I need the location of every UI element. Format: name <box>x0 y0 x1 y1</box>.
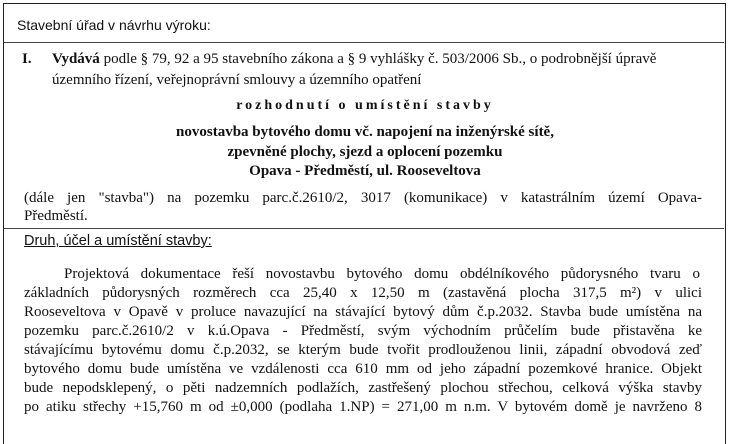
body-line-3: Rooseveltova v Opavě v proluce navazující na stávající bytový dům č.p.2032. Stavba bude umístěna na <box>24 304 702 320</box>
body-line-7: bude nepodsklepený, o pěti nadzemních podlažích, zastřešený plochou střechou, celková výška stavby <box>24 380 702 396</box>
body-line-8: po atiku střechy +15,760 m od ±0,000 (podlaha 1.NP) = 271,00 m n.m. V bytovém domě je navrženo 8 <box>24 399 702 415</box>
decision-line-2: územního řízení, veřejnoprávní smlouvy a územního opatření <box>52 72 422 88</box>
project-location: Opava - Předměstí, ul. Rooseveltova <box>249 163 481 179</box>
section-heading: Druh, účel a umístění stavby: <box>24 233 212 249</box>
separator-mid <box>4 228 724 229</box>
stavba-line-1: (dále jen "stavba") na pozemku parc.č.2610/2, 3017 (komunikace) v katastrálním území Opava- <box>24 190 702 206</box>
section-number: I. <box>22 51 32 67</box>
project-line-1: novostavba bytového domu vč. napojení na inženýrské sítě, <box>176 124 554 140</box>
stavba-line-2: Předměstí. <box>24 208 88 224</box>
body-line-5: stávajícímu bytovému domu č.p.2032, se kterým bude tvořit prodlouženou linii, západní obvodová zeď <box>24 342 702 358</box>
body-line-4: pozemku parc.č.2610/2 v k.ú.Opava - Předměstí, svým východním průčelím bude přistavěna ke <box>24 323 702 339</box>
decision-text-1: podle § 79, 92 a 95 stavebního zákona a § 9 vyhlášky č. 503/2006 Sb., o podrobnější úpravě <box>99 51 657 67</box>
intro-line: Stavební úřad v návrhu výroku: <box>17 17 211 33</box>
body-line-2: základních půdorysných rozměrech cca 25,40 x 12,50 m (zastavěná plocha 317,5 m²) v ulici <box>24 285 702 301</box>
decision-line-1 <box>52 51 656 68</box>
body-line-1: Projektová dokumentace řeší novostavbu bytového domu obdélníkového půdorysného tvaru o <box>64 266 700 282</box>
body-line-6: bytového domu bude umístěna ve vzdálenosti cca 610 mm od jeho západní pozemkové hranice. Objekt <box>24 361 702 377</box>
separator-top <box>4 42 724 43</box>
project-line-2: zpevněné plochy, sjezd a oplocení pozemku <box>227 144 503 160</box>
decision-title: rozhodnutí o umístění stavby <box>236 98 494 113</box>
decision-verb: Vydává <box>52 51 100 67</box>
